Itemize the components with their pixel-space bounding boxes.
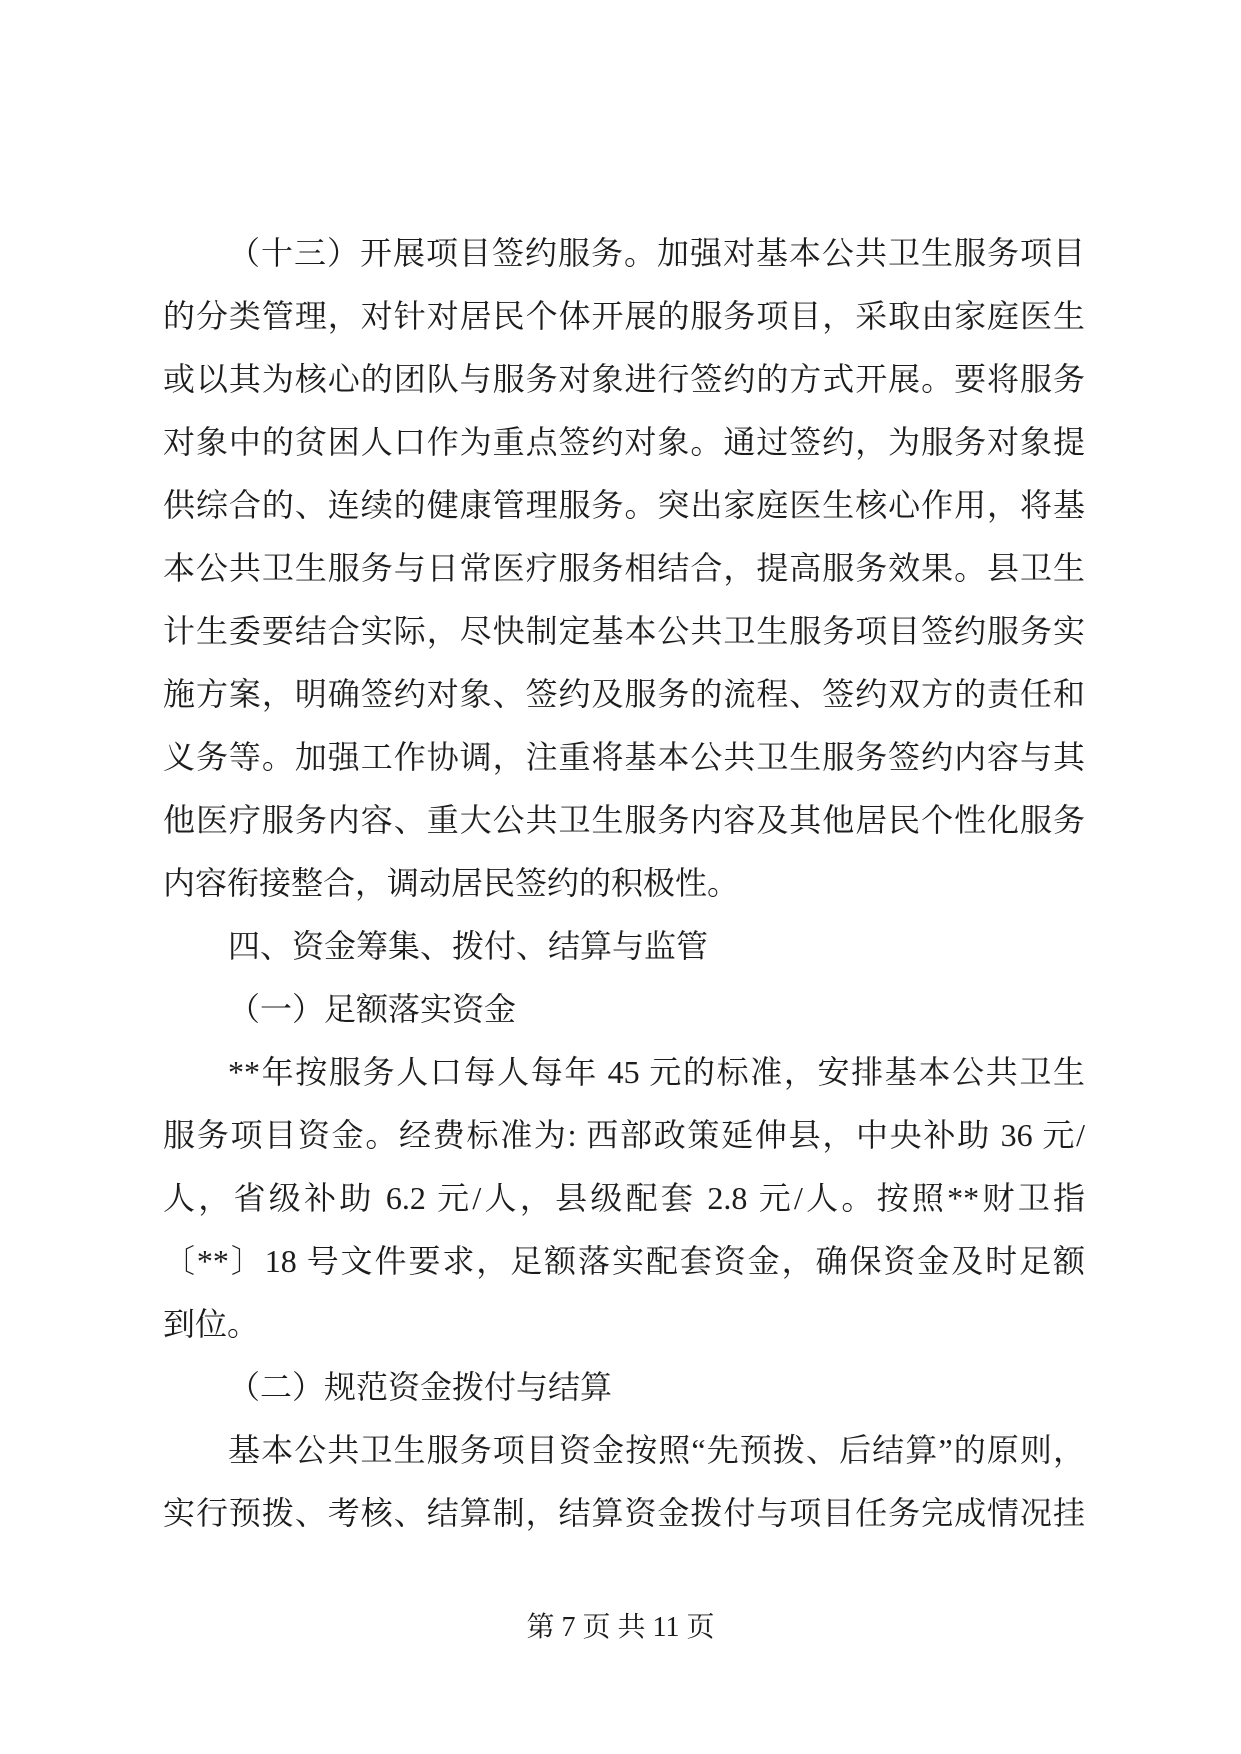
text-line: 本公共卫生服务与日常医疗服务相结合，提高服务效果。县卫生 [163, 550, 1085, 586]
text-line: 服务项目资金。经费标准为: 西部政策延伸县，中央补助 36 元/ [163, 1117, 1085, 1153]
text-line: 到位。 [163, 1306, 260, 1342]
text-line: 的分类管理，对针对居民个体开展的服务项目，采取由家庭医生 [163, 298, 1085, 334]
text-line: 或以其为核心的团队与服务对象进行签约的方式开展。要将服务 [163, 361, 1085, 397]
text-line: 义务等。加强工作协调，注重将基本公共卫生服务签约内容与其 [163, 739, 1085, 775]
text-line: 内容衔接整合，调动居民签约的积极性。 [163, 865, 740, 901]
text-line: 施方案，明确签约对象、签约及服务的流程、签约双方的责任和 [163, 676, 1085, 712]
text-line: **年按服务人口每人每年 45 元的标准，安排基本公共卫生 [228, 1054, 1085, 1090]
text-line: 计生委要结合实际，尽快制定基本公共卫生服务项目签约服务实 [163, 613, 1085, 649]
text-line: 他医疗服务内容、重大公共卫生服务内容及其他居民个性化服务 [163, 802, 1085, 838]
text-line: （二）规范资金拨付与结算 [228, 1369, 613, 1405]
text-line: 四、资金筹集、拨付、结算与监管 [228, 928, 709, 964]
document-body [163, 222, 1085, 1545]
text-line: 对象中的贫困人口作为重点签约对象。通过签约，为服务对象提 [163, 424, 1085, 460]
text-line: 实行预拨、考核、结算制，结算资金拨付与项目任务完成情况挂 [163, 1495, 1085, 1531]
text-line: 人，省级补助 6.2 元/人，县级配套 2.8 元/人。按照**财卫指 [163, 1180, 1085, 1216]
text-line: （十三）开展项目签约服务。加强对基本公共卫生服务项目 [228, 235, 1085, 271]
text-line: （一）足额落实资金 [228, 991, 517, 1027]
text-line: 基本公共卫生服务项目资金按照“先预拨、后结算”的原则， [228, 1432, 1085, 1468]
page-number-label: 第 7 页 共 11 页 [526, 1612, 715, 1643]
text-line: 供综合的、连续的健康管理服务。突出家庭医生核心作用，将基 [163, 487, 1085, 523]
page-footer [0, 1608, 1241, 1648]
text-line: 〔**〕18 号文件要求，足额落实配套资金，确保资金及时足额 [163, 1243, 1085, 1279]
